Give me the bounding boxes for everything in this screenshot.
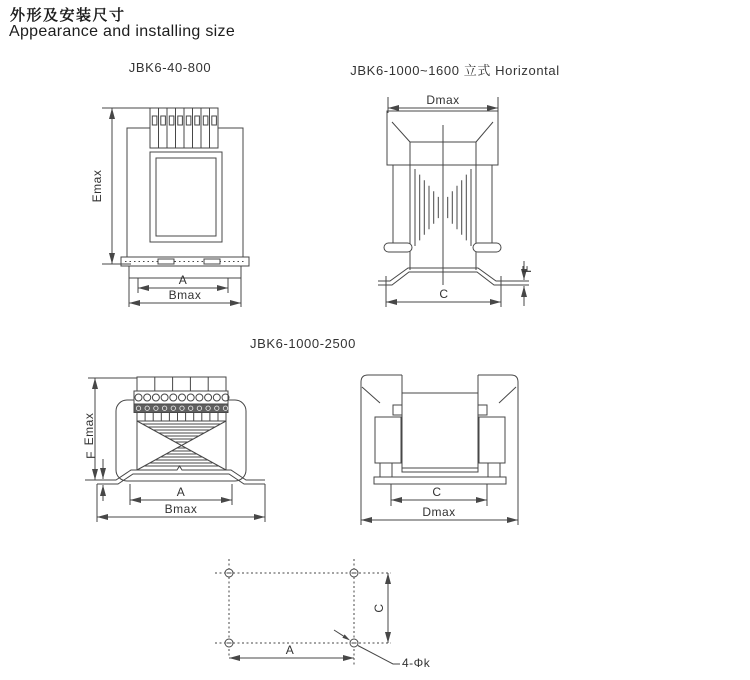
top-clamp bbox=[387, 111, 498, 165]
mounting-holes bbox=[225, 569, 358, 647]
fig2-dmax-label: Dmax bbox=[426, 93, 460, 107]
base-plate bbox=[374, 477, 506, 484]
fig2-model-label: JBK6-1000~1600 立式 Horizontal bbox=[350, 63, 560, 78]
coil-winding bbox=[384, 165, 501, 285]
transformer-body bbox=[121, 128, 249, 278]
emax-dimension bbox=[90, 108, 152, 264]
fig1-front-view-drawing bbox=[75, 85, 315, 320]
fig2-side-view-drawing bbox=[345, 85, 555, 320]
fig3-bmax-label: Bmax bbox=[164, 502, 198, 516]
fig3-front-view-drawing bbox=[75, 360, 280, 535]
center-lines bbox=[215, 559, 391, 667]
coil-body bbox=[402, 393, 478, 472]
fig3-f-label: F bbox=[84, 451, 98, 459]
fig4-a-label: A bbox=[285, 643, 295, 657]
emax-dimension bbox=[82, 378, 137, 480]
fig4-hole-label: 4-Φk bbox=[402, 656, 431, 670]
fig3-a-label: A bbox=[176, 485, 186, 499]
a-dimension bbox=[229, 643, 354, 658]
f-dimension bbox=[508, 261, 534, 306]
page-title-english: Appearance and installing size bbox=[9, 23, 236, 40]
fig4-mounting-hole-pattern bbox=[195, 545, 445, 680]
fig3-c-label: C bbox=[432, 485, 442, 499]
c-dimension bbox=[386, 287, 501, 307]
fig3-side-view-drawing bbox=[350, 360, 530, 535]
dmax-dimension bbox=[388, 93, 498, 113]
fig2-f-label: F bbox=[520, 265, 534, 273]
terminal-block bbox=[134, 377, 229, 421]
c-dimension bbox=[391, 484, 487, 506]
hole-callout-leader bbox=[334, 630, 431, 670]
terminal-block bbox=[150, 108, 218, 148]
fig3-dmax-label: Dmax bbox=[422, 505, 456, 519]
c-dimension bbox=[372, 573, 388, 643]
fig2-c-label: C bbox=[439, 287, 449, 301]
fig1-bmax-label: Bmax bbox=[168, 288, 202, 302]
page-title-chinese: 外形及安装尺寸 bbox=[10, 7, 126, 24]
fig4-c-label: C bbox=[372, 603, 386, 613]
fig1-emax-label: Emax bbox=[90, 169, 104, 203]
fig1-a-label: A bbox=[178, 273, 188, 287]
fig3-model-label: JBK6-1000-2500 bbox=[250, 336, 356, 351]
left-yoke bbox=[361, 375, 402, 477]
right-yoke bbox=[478, 375, 518, 477]
f-dimension bbox=[84, 451, 103, 501]
fig3-emax-label: Emax bbox=[82, 412, 96, 446]
fig1-model-label: JBK6-40-800 bbox=[128, 60, 212, 75]
